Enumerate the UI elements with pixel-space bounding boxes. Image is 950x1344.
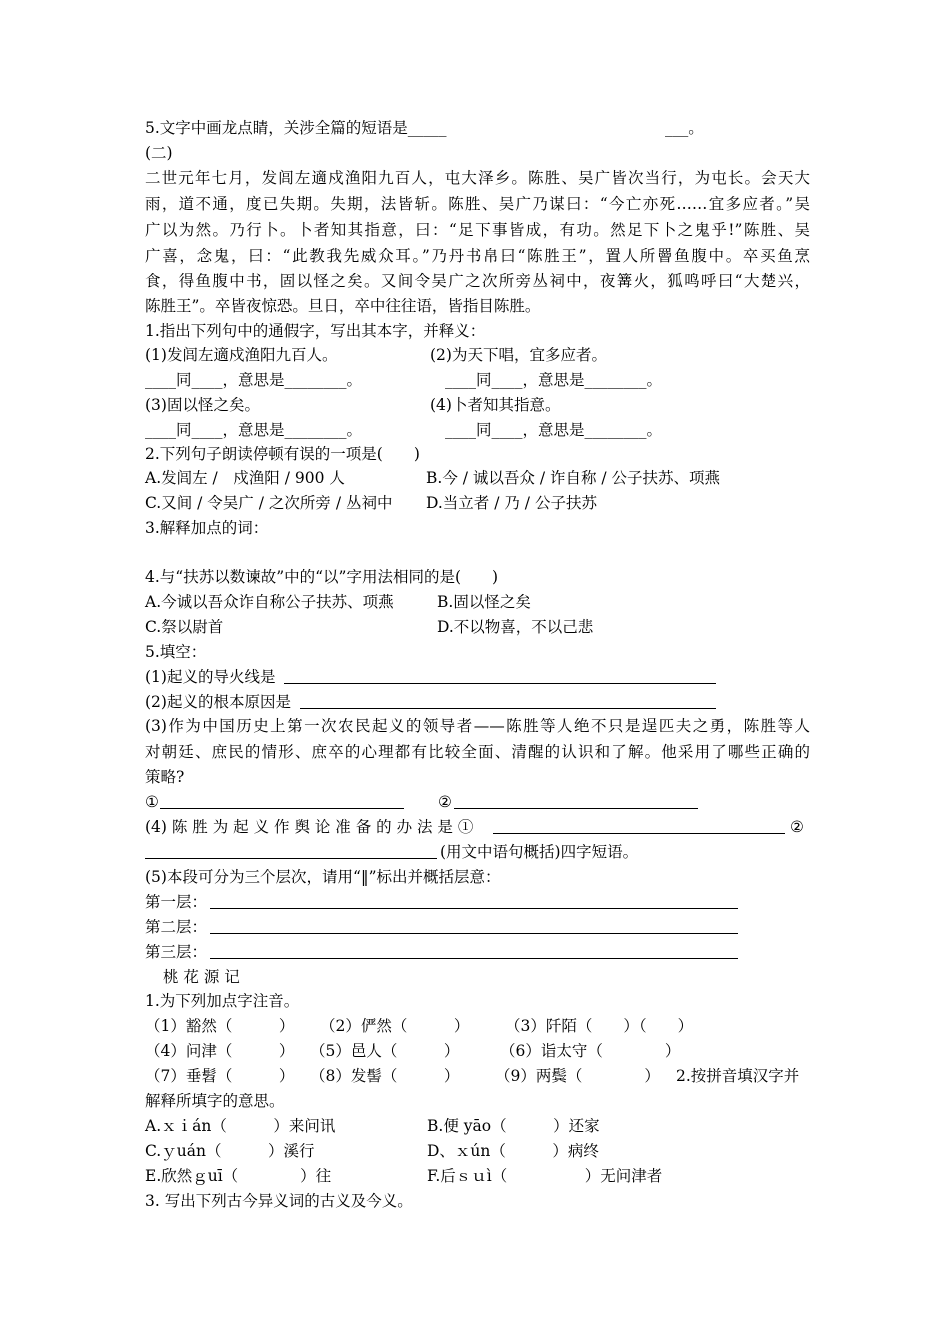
q4-option-a: A.今诚以吾众诈自称公子扶苏、项燕 [145, 593, 394, 611]
q1-s2: (2)为天下唱，宜多应者。 [430, 346, 607, 364]
thj-r1-c1: （1）豁然（ ） [145, 1017, 295, 1035]
thj-q2-cont: 解释所填字的意思。 [145, 1092, 285, 1110]
q5-p4-end: (用文中语句概括)四字短语。 [440, 843, 639, 861]
thj-r3-c1: （7）垂髫（ ） [145, 1067, 295, 1085]
q5-p5: (5)本段可分为三个层次，请用“‖”标出并概括层意： [145, 868, 501, 886]
q5-p4-blank-2 [145, 858, 437, 859]
thj-q2-f: F.后ｓｕì（ ）无问津者 [427, 1167, 663, 1185]
q5-p3-line-2: 对朝廷、庶民的情形、庶卒的心理都有比较全面、清醒的认识和了解。他采用了哪些正确的 [145, 743, 810, 761]
thj-q2-c: C.ｙuán（ ）溪行 [145, 1142, 315, 1160]
thj-r1-c3: （3）阡陌（ ）（ ） [505, 1017, 694, 1035]
q5-prev-line [145, 116, 810, 140]
thj-r2-c1: （4）问津（ ） [145, 1042, 295, 1060]
thj-title: 桃 花 源 记 [163, 968, 240, 986]
passage-line-6: 陈胜王”。卒皆夜惊恐。旦日，卒中往往语，皆指目陈胜。 [145, 297, 541, 315]
q5-layer-1: 第一层： [145, 893, 208, 911]
q5-layer-1-blank [210, 908, 738, 909]
q3-title: 3.解释加点的词： [145, 519, 269, 537]
q1-s3: (3)固以怪之矣。 [145, 396, 260, 414]
passage-line-1: 二世元年七月，发闾左適戍渔阳九百人，屯大泽乡。陈胜、吴广皆次当行，为屯长。会天大 [145, 169, 810, 187]
thj-r2-c2: （5）邑人（ ） [310, 1042, 460, 1060]
q1-title: 1.指出下列句中的通假字，写出其本字，并释义： [145, 322, 486, 340]
q1-fill-3: ____同____，意思是________。 [145, 421, 363, 439]
thj-q2-start: 2.按拼音填汉字并 [676, 1067, 800, 1085]
thj-q3: 3. 写出下列古今异义词的古义及今义。 [145, 1192, 413, 1210]
thj-r3-c2: （8）发髻（ ） [310, 1067, 460, 1085]
thj-r2-c3: （6）诣太守（ ） [500, 1042, 681, 1060]
q5-prev-text: 5.文字中画龙点睛，关涉全篇的短语是_____ [145, 119, 447, 137]
q5-layer-2: 第二层： [145, 918, 208, 936]
q2-option-a: A.发闾左 / 戍渔阳 / 900 人 [145, 469, 345, 487]
thj-q2-e: E.欣然ｇuī（ ）往 [145, 1167, 332, 1185]
q4-title: 4.与“扶苏以数谏故”中的“以”字用法相同的是( ) [145, 568, 499, 586]
q1-fill-1: ____同____，意思是________。 [145, 371, 363, 389]
q2-option-d: D.当立者 / 乃 / 公子扶苏 [426, 494, 597, 512]
q5-p1: (1)起义的导火线是 [145, 668, 276, 686]
thj-q2-a: A.ｘｉán（ ）来问讯 [145, 1117, 336, 1135]
thj-q2-d: D、ｘún（ ）病终 [427, 1142, 599, 1160]
passage-line-3: 广以为然。乃行卜。卜者知其指意，曰：“足下事皆成，有功。然足下卜之鬼乎!”陈胜、吴 [145, 221, 810, 239]
q5-p4-mid: ② [790, 818, 804, 836]
q2-option-c: C.又间 / 令吴广 / 之次所旁 / 丛祠中 [145, 494, 393, 512]
thj-r3-c3: （9）两鬓（ ） [495, 1067, 660, 1085]
q5-p4-start: (4) 陈 胜 为 起 义 作 舆 论 准 备 的 办 法 是 ① [145, 818, 474, 836]
q5-layer-3-blank [210, 958, 738, 959]
q5-layer-2-blank [210, 933, 738, 934]
q5-p4-blank-1 [493, 833, 785, 834]
q2-title: 2.下列句子朗读停顿有误的一项是( ) [145, 445, 420, 463]
q5-layer-3: 第三层： [145, 943, 208, 961]
q5-c2: ② [438, 793, 452, 811]
q1-s4: (4)卜者知其指意。 [430, 396, 561, 414]
q1-fill-2: ____同____，意思是________。 [445, 371, 663, 389]
q5-p2: (2)起义的根本原因是 [145, 693, 291, 711]
q5-p2-blank [300, 708, 716, 709]
q1-s1: (1)发闾左適戍渔阳九百人。 [145, 346, 338, 364]
q1-fill-4: ____同____，意思是________。 [445, 421, 663, 439]
q4-option-b: B.固以怪之矣 [437, 593, 531, 611]
q4-option-d: D.不以物喜，不以己悲 [437, 618, 594, 636]
passage-line-5: 食，得鱼腹中书，固以怪之矣。又间令吴广之次所旁丛祠中，夜篝火，狐鸣呼曰“大楚兴， [145, 272, 810, 290]
thj-q2-b: B.便 yāo（ ）还家 [427, 1117, 600, 1135]
passage-line-2: 雨，道不通，度已失期。失期，法皆斩。陈胜、吴广乃谋曰：“今亡亦死……宜多应者。”吴 [145, 195, 810, 213]
q5-prev-tail: ___。 [665, 119, 704, 137]
q5-c2-blank [454, 808, 698, 809]
q5-title: 5.填空： [145, 643, 207, 661]
q5-p1-blank [284, 683, 716, 684]
passage-line-4: 广喜，念鬼，曰：“此教我先威众耳。”乃丹书帛曰“陈胜王”，置人所罾鱼腹中。卒买鱼烹 [145, 247, 810, 265]
thj-q1: 1.为下列加点字注音。 [145, 992, 300, 1010]
q5-c1-blank [160, 808, 404, 809]
q5-p3-line-1: (3)作为中国历史上第一次农民起义的领导者——陈胜等人绝不只是逞匹夫之勇，陈胜等人 [145, 717, 810, 735]
section2-heading: (二) [145, 144, 173, 162]
q4-option-c: C.祭以尉首 [145, 618, 224, 636]
q5-c1: ① [145, 793, 159, 811]
q2-option-b: B.今 / 诚以吾众 / 诈自称 / 公子扶苏、项燕 [426, 469, 721, 487]
q5-p3-line-3: 策略? [145, 768, 185, 786]
thj-r1-c2: （2）俨然（ ） [320, 1017, 470, 1035]
